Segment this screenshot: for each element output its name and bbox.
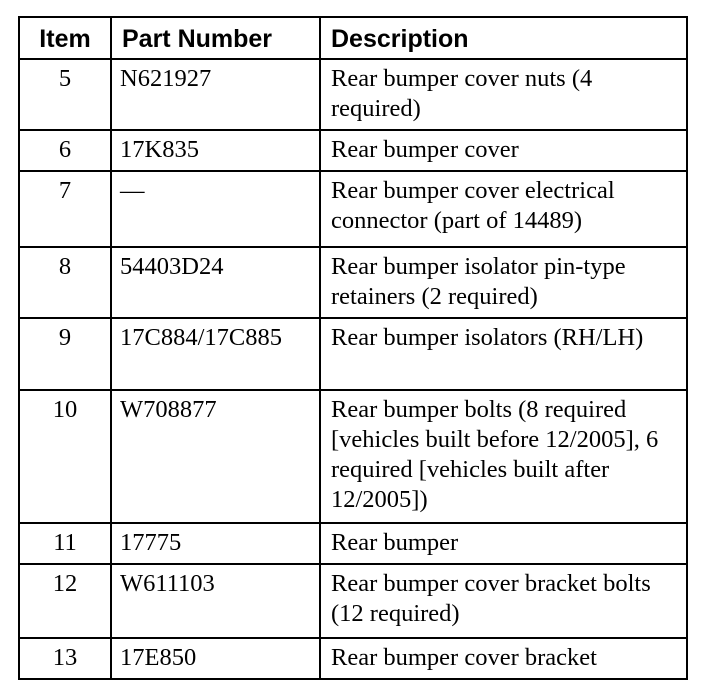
cell-item: 9 [19,318,111,390]
cell-description: Rear bumper isolators (RH/LH) [320,318,687,390]
cell-item: 12 [19,564,111,638]
cell-item: 8 [19,247,111,318]
cell-part-number: 17E850 [111,638,320,679]
cell-description: Rear bumper cover electrical connector (part of 14489) [320,171,687,247]
cell-description: Rear bumper bolts (8 required [vehicles built before 12/2005], 6 required [vehicles built after 12/2005]) [320,390,687,523]
cell-description: Rear bumper cover bracket bolts (12 required) [320,564,687,638]
cell-item: 5 [19,59,111,130]
cell-description: Rear bumper isolator pin-type retainers (2 required) [320,247,687,318]
cell-part-number: 17K835 [111,130,320,171]
cell-item: 13 [19,638,111,679]
cell-part-number: W611103 [111,564,320,638]
cell-item: 6 [19,130,111,171]
header-row [19,17,687,59]
cell-part-number: 54403D24 [111,247,320,318]
cell-item: 11 [19,523,111,564]
table-row [19,523,687,564]
cell-part-number: 17775 [111,523,320,564]
cell-description: Rear bumper [320,523,687,564]
table-row [19,638,687,679]
table-row [19,171,687,247]
header-item: Item [19,17,111,59]
cell-part-number: 17C884/17C885 [111,318,320,390]
cell-item: 7 [19,171,111,247]
parts-table [18,16,688,680]
cell-description: Rear bumper cover nuts (4 required) [320,59,687,130]
table-header [19,17,687,59]
table-row [19,318,687,390]
header-description: Description [320,17,687,59]
cell-description: Rear bumper cover [320,130,687,171]
table-row [19,130,687,171]
table-row [19,390,687,523]
cell-item: 10 [19,390,111,523]
cell-part-number: — [111,171,320,247]
table-row [19,247,687,318]
header-part-number: Part Number [111,17,320,59]
cell-description: Rear bumper cover bracket [320,638,687,679]
table-row [19,564,687,638]
cell-part-number: W708877 [111,390,320,523]
table-body [19,59,687,679]
table-row [19,59,687,130]
cell-part-number: N621927 [111,59,320,130]
